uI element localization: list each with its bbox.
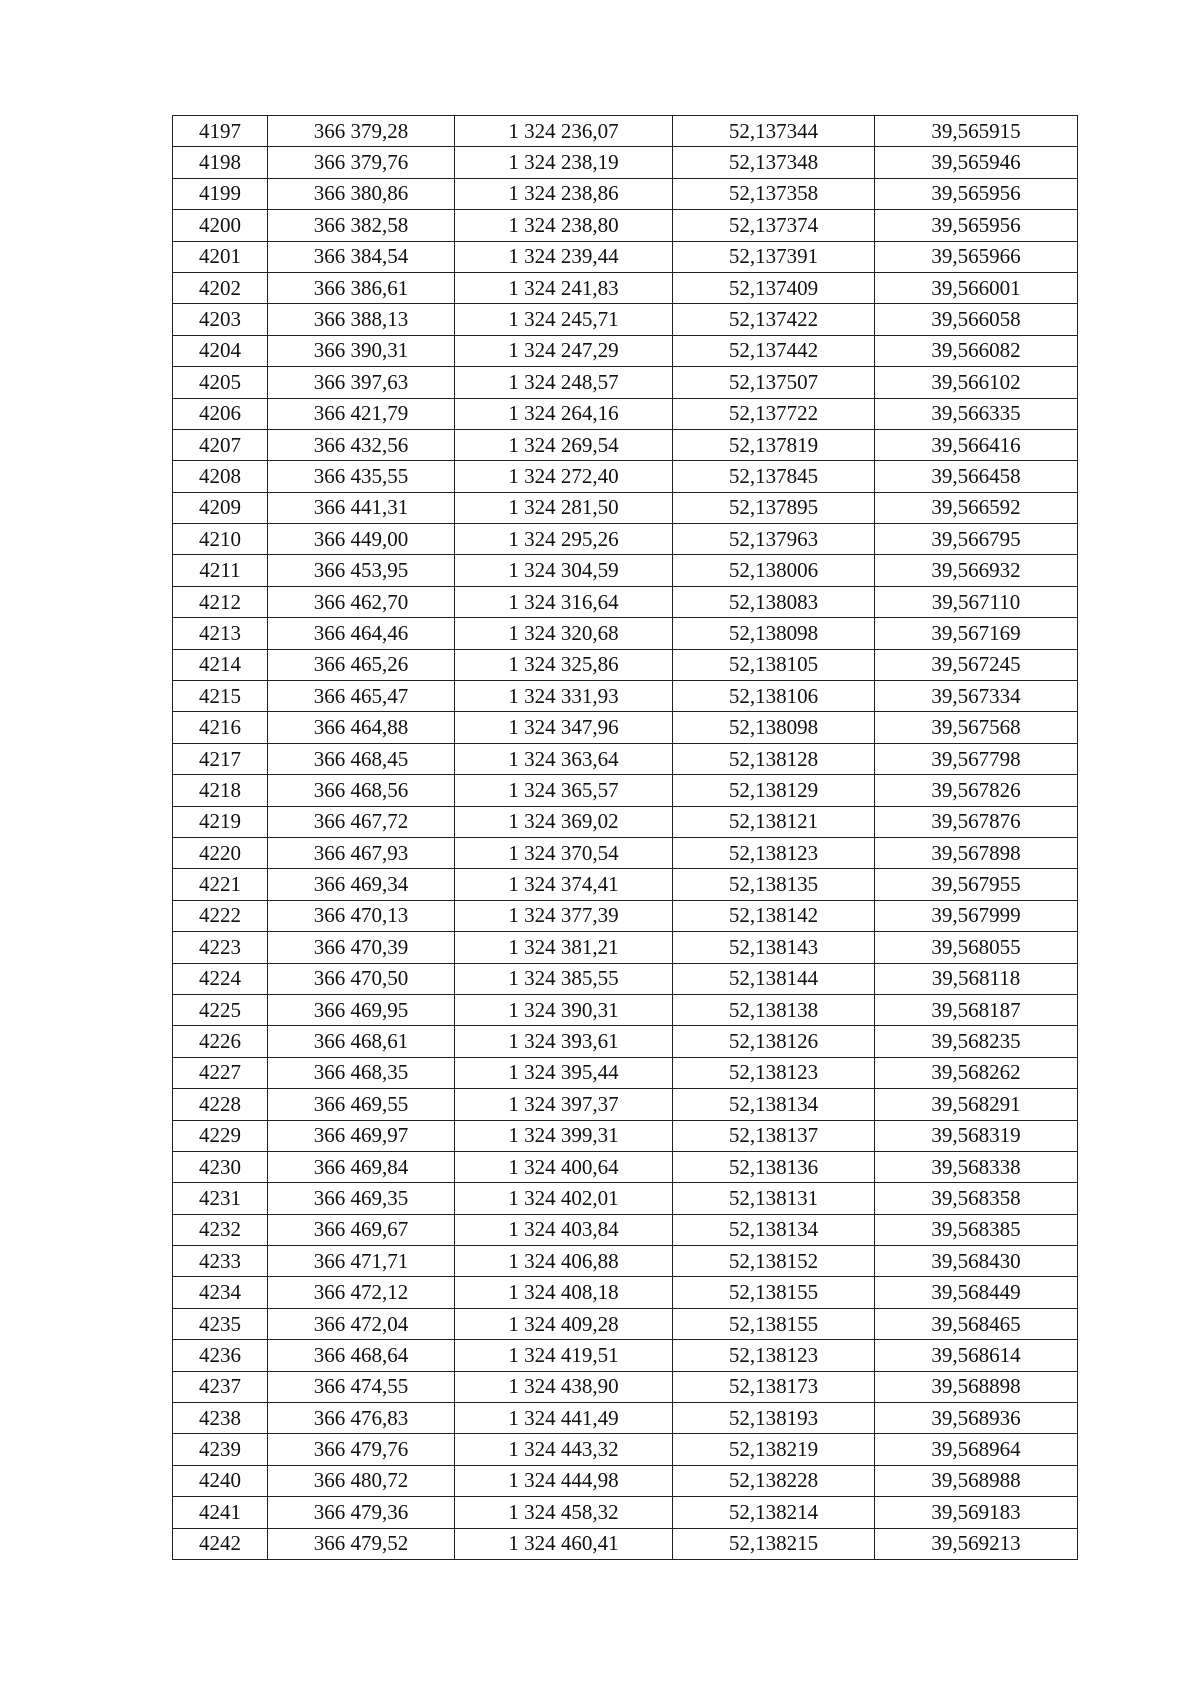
y-coordinate-cell: 1 324 444,98 [455, 1465, 673, 1496]
x-coordinate-cell: 366 464,88 [268, 712, 455, 743]
x-coordinate-cell: 366 462,70 [268, 586, 455, 617]
y-coordinate-cell: 1 324 245,71 [455, 304, 673, 335]
x-coordinate-cell: 366 471,71 [268, 1246, 455, 1277]
latitude-cell: 52,138129 [673, 775, 875, 806]
latitude-cell: 52,138006 [673, 555, 875, 586]
table-row [173, 147, 1078, 178]
latitude-cell: 52,137722 [673, 398, 875, 429]
latitude-cell: 52,138137 [673, 1120, 875, 1151]
latitude-cell: 52,138144 [673, 963, 875, 994]
point-number-cell: 4200 [173, 210, 268, 241]
latitude-cell: 52,138121 [673, 806, 875, 837]
point-number-cell: 4233 [173, 1246, 268, 1277]
point-number-cell: 4229 [173, 1120, 268, 1151]
x-coordinate-cell: 366 382,58 [268, 210, 455, 241]
longitude-cell: 39,568614 [875, 1340, 1078, 1371]
y-coordinate-cell: 1 324 443,32 [455, 1434, 673, 1465]
point-number-cell: 4206 [173, 398, 268, 429]
point-number-cell: 4231 [173, 1183, 268, 1214]
y-coordinate-cell: 1 324 390,31 [455, 994, 673, 1025]
latitude-cell: 52,138152 [673, 1246, 875, 1277]
longitude-cell: 39,567245 [875, 649, 1078, 680]
longitude-cell: 39,569183 [875, 1497, 1078, 1528]
x-coordinate-cell: 366 479,76 [268, 1434, 455, 1465]
longitude-cell: 39,568449 [875, 1277, 1078, 1308]
point-number-cell: 4228 [173, 1089, 268, 1120]
latitude-cell: 52,138214 [673, 1497, 875, 1528]
x-coordinate-cell: 366 469,35 [268, 1183, 455, 1214]
table-row [173, 367, 1078, 398]
table-row [173, 461, 1078, 492]
table-row [173, 304, 1078, 335]
point-number-cell: 4219 [173, 806, 268, 837]
table-row [173, 429, 1078, 460]
x-coordinate-cell: 366 384,54 [268, 241, 455, 272]
x-coordinate-cell: 366 479,36 [268, 1497, 455, 1528]
table-row [173, 1403, 1078, 1434]
latitude-cell: 52,138143 [673, 932, 875, 963]
latitude-cell: 52,137845 [673, 461, 875, 492]
table-row [173, 1308, 1078, 1339]
x-coordinate-cell: 366 390,31 [268, 335, 455, 366]
table-row [173, 869, 1078, 900]
point-number-cell: 4218 [173, 775, 268, 806]
point-number-cell: 4222 [173, 900, 268, 931]
x-coordinate-cell: 366 465,26 [268, 649, 455, 680]
point-number-cell: 4240 [173, 1465, 268, 1496]
latitude-cell: 52,138123 [673, 1340, 875, 1371]
x-coordinate-cell: 366 397,63 [268, 367, 455, 398]
y-coordinate-cell: 1 324 377,39 [455, 900, 673, 931]
latitude-cell: 52,137348 [673, 147, 875, 178]
y-coordinate-cell: 1 324 281,50 [455, 492, 673, 523]
point-number-cell: 4215 [173, 681, 268, 712]
latitude-cell: 52,137344 [673, 116, 875, 147]
table-row [173, 1528, 1078, 1559]
table-row [173, 272, 1078, 303]
x-coordinate-cell: 366 469,67 [268, 1214, 455, 1245]
y-coordinate-cell: 1 324 402,01 [455, 1183, 673, 1214]
x-coordinate-cell: 366 472,12 [268, 1277, 455, 1308]
point-number-cell: 4217 [173, 743, 268, 774]
longitude-cell: 39,566058 [875, 304, 1078, 335]
table-row [173, 1026, 1078, 1057]
table-row [173, 178, 1078, 209]
table-row [173, 837, 1078, 868]
longitude-cell: 39,566592 [875, 492, 1078, 523]
table-row [173, 1057, 1078, 1088]
latitude-cell: 52,137819 [673, 429, 875, 460]
table-row [173, 994, 1078, 1025]
point-number-cell: 4226 [173, 1026, 268, 1057]
table-row [173, 900, 1078, 931]
longitude-cell: 39,568936 [875, 1403, 1078, 1434]
latitude-cell: 52,138215 [673, 1528, 875, 1559]
y-coordinate-cell: 1 324 316,64 [455, 586, 673, 617]
y-coordinate-cell: 1 324 385,55 [455, 963, 673, 994]
longitude-cell: 39,566102 [875, 367, 1078, 398]
point-number-cell: 4225 [173, 994, 268, 1025]
y-coordinate-cell: 1 324 419,51 [455, 1340, 673, 1371]
x-coordinate-cell: 366 453,95 [268, 555, 455, 586]
latitude-cell: 52,138135 [673, 869, 875, 900]
longitude-cell: 39,567798 [875, 743, 1078, 774]
x-coordinate-cell: 366 470,50 [268, 963, 455, 994]
table-row [173, 524, 1078, 555]
point-number-cell: 4210 [173, 524, 268, 555]
y-coordinate-cell: 1 324 272,40 [455, 461, 673, 492]
point-number-cell: 4204 [173, 335, 268, 366]
y-coordinate-cell: 1 324 241,83 [455, 272, 673, 303]
table-row [173, 398, 1078, 429]
y-coordinate-cell: 1 324 269,54 [455, 429, 673, 460]
longitude-cell: 39,566795 [875, 524, 1078, 555]
table-row [173, 335, 1078, 366]
x-coordinate-cell: 366 380,86 [268, 178, 455, 209]
y-coordinate-cell: 1 324 397,37 [455, 1089, 673, 1120]
table-row [173, 618, 1078, 649]
latitude-cell: 52,138131 [673, 1183, 875, 1214]
y-coordinate-cell: 1 324 370,54 [455, 837, 673, 868]
longitude-cell: 39,568262 [875, 1057, 1078, 1088]
longitude-cell: 39,565956 [875, 178, 1078, 209]
longitude-cell: 39,568358 [875, 1183, 1078, 1214]
latitude-cell: 52,137409 [673, 272, 875, 303]
latitude-cell: 52,137391 [673, 241, 875, 272]
x-coordinate-cell: 366 467,72 [268, 806, 455, 837]
longitude-cell: 39,568055 [875, 932, 1078, 963]
x-coordinate-cell: 366 464,46 [268, 618, 455, 649]
y-coordinate-cell: 1 324 320,68 [455, 618, 673, 649]
latitude-cell: 52,138193 [673, 1403, 875, 1434]
x-coordinate-cell: 366 465,47 [268, 681, 455, 712]
point-number-cell: 4237 [173, 1371, 268, 1402]
x-coordinate-cell: 366 468,45 [268, 743, 455, 774]
longitude-cell: 39,568385 [875, 1214, 1078, 1245]
table-row [173, 116, 1078, 147]
x-coordinate-cell: 366 388,13 [268, 304, 455, 335]
y-coordinate-cell: 1 324 374,41 [455, 869, 673, 900]
y-coordinate-cell: 1 324 325,86 [455, 649, 673, 680]
latitude-cell: 52,138219 [673, 1434, 875, 1465]
y-coordinate-cell: 1 324 458,32 [455, 1497, 673, 1528]
table-row [173, 649, 1078, 680]
longitude-cell: 39,568319 [875, 1120, 1078, 1151]
x-coordinate-cell: 366 469,34 [268, 869, 455, 900]
y-coordinate-cell: 1 324 395,44 [455, 1057, 673, 1088]
table-row [173, 775, 1078, 806]
y-coordinate-cell: 1 324 460,41 [455, 1528, 673, 1559]
table-row [173, 1120, 1078, 1151]
latitude-cell: 52,138155 [673, 1277, 875, 1308]
table-row [173, 210, 1078, 241]
longitude-cell: 39,568898 [875, 1371, 1078, 1402]
point-number-cell: 4232 [173, 1214, 268, 1245]
point-number-cell: 4227 [173, 1057, 268, 1088]
point-number-cell: 4236 [173, 1340, 268, 1371]
x-coordinate-cell: 366 421,79 [268, 398, 455, 429]
longitude-cell: 39,566001 [875, 272, 1078, 303]
point-number-cell: 4209 [173, 492, 268, 523]
longitude-cell: 39,568465 [875, 1308, 1078, 1339]
x-coordinate-cell: 366 435,55 [268, 461, 455, 492]
point-number-cell: 4239 [173, 1434, 268, 1465]
latitude-cell: 52,137422 [673, 304, 875, 335]
table-row [173, 1151, 1078, 1182]
longitude-cell: 39,567568 [875, 712, 1078, 743]
y-coordinate-cell: 1 324 363,64 [455, 743, 673, 774]
x-coordinate-cell: 366 469,95 [268, 994, 455, 1025]
longitude-cell: 39,568338 [875, 1151, 1078, 1182]
latitude-cell: 52,137963 [673, 524, 875, 555]
x-coordinate-cell: 366 469,55 [268, 1089, 455, 1120]
y-coordinate-cell: 1 324 409,28 [455, 1308, 673, 1339]
x-coordinate-cell: 366 479,52 [268, 1528, 455, 1559]
latitude-cell: 52,137442 [673, 335, 875, 366]
table-row [173, 1277, 1078, 1308]
point-number-cell: 4221 [173, 869, 268, 900]
longitude-cell: 39,568118 [875, 963, 1078, 994]
table-row [173, 1089, 1078, 1120]
point-number-cell: 4224 [173, 963, 268, 994]
latitude-cell: 52,138142 [673, 900, 875, 931]
table-row [173, 932, 1078, 963]
point-number-cell: 4205 [173, 367, 268, 398]
table-row [173, 1371, 1078, 1402]
longitude-cell: 39,566416 [875, 429, 1078, 460]
point-number-cell: 4211 [173, 555, 268, 586]
y-coordinate-cell: 1 324 381,21 [455, 932, 673, 963]
x-coordinate-cell: 366 469,84 [268, 1151, 455, 1182]
x-coordinate-cell: 366 468,64 [268, 1340, 455, 1371]
latitude-cell: 52,138106 [673, 681, 875, 712]
table-row [173, 241, 1078, 272]
longitude-cell: 39,565966 [875, 241, 1078, 272]
longitude-cell: 39,565956 [875, 210, 1078, 241]
x-coordinate-cell: 366 469,97 [268, 1120, 455, 1151]
table-row [173, 806, 1078, 837]
y-coordinate-cell: 1 324 393,61 [455, 1026, 673, 1057]
coordinates-table-body [173, 116, 1078, 1560]
y-coordinate-cell: 1 324 369,02 [455, 806, 673, 837]
longitude-cell: 39,567898 [875, 837, 1078, 868]
longitude-cell: 39,569213 [875, 1528, 1078, 1559]
latitude-cell: 52,138105 [673, 649, 875, 680]
longitude-cell: 39,568291 [875, 1089, 1078, 1120]
point-number-cell: 4235 [173, 1308, 268, 1339]
point-number-cell: 4216 [173, 712, 268, 743]
point-number-cell: 4241 [173, 1497, 268, 1528]
table-row [173, 963, 1078, 994]
y-coordinate-cell: 1 324 264,16 [455, 398, 673, 429]
point-number-cell: 4242 [173, 1528, 268, 1559]
longitude-cell: 39,568430 [875, 1246, 1078, 1277]
longitude-cell: 39,566458 [875, 461, 1078, 492]
y-coordinate-cell: 1 324 238,19 [455, 147, 673, 178]
longitude-cell: 39,568964 [875, 1434, 1078, 1465]
longitude-cell: 39,567826 [875, 775, 1078, 806]
y-coordinate-cell: 1 324 365,57 [455, 775, 673, 806]
y-coordinate-cell: 1 324 236,07 [455, 116, 673, 147]
latitude-cell: 52,138098 [673, 618, 875, 649]
x-coordinate-cell: 366 379,28 [268, 116, 455, 147]
latitude-cell: 52,137358 [673, 178, 875, 209]
point-number-cell: 4207 [173, 429, 268, 460]
point-number-cell: 4201 [173, 241, 268, 272]
latitude-cell: 52,138128 [673, 743, 875, 774]
y-coordinate-cell: 1 324 399,31 [455, 1120, 673, 1151]
point-number-cell: 4199 [173, 178, 268, 209]
y-coordinate-cell: 1 324 406,88 [455, 1246, 673, 1277]
point-number-cell: 4214 [173, 649, 268, 680]
table-row [173, 492, 1078, 523]
longitude-cell: 39,567876 [875, 806, 1078, 837]
longitude-cell: 39,567999 [875, 900, 1078, 931]
x-coordinate-cell: 366 386,61 [268, 272, 455, 303]
y-coordinate-cell: 1 324 248,57 [455, 367, 673, 398]
longitude-cell: 39,567955 [875, 869, 1078, 900]
y-coordinate-cell: 1 324 408,18 [455, 1277, 673, 1308]
longitude-cell: 39,565915 [875, 116, 1078, 147]
table-row [173, 743, 1078, 774]
latitude-cell: 52,138155 [673, 1308, 875, 1339]
y-coordinate-cell: 1 324 347,96 [455, 712, 673, 743]
latitude-cell: 52,138138 [673, 994, 875, 1025]
point-number-cell: 4203 [173, 304, 268, 335]
point-number-cell: 4198 [173, 147, 268, 178]
latitude-cell: 52,138126 [673, 1026, 875, 1057]
longitude-cell: 39,567334 [875, 681, 1078, 712]
longitude-cell: 39,568235 [875, 1026, 1078, 1057]
x-coordinate-cell: 366 474,55 [268, 1371, 455, 1402]
point-number-cell: 4197 [173, 116, 268, 147]
longitude-cell: 39,567110 [875, 586, 1078, 617]
y-coordinate-cell: 1 324 400,64 [455, 1151, 673, 1182]
longitude-cell: 39,566932 [875, 555, 1078, 586]
longitude-cell: 39,568187 [875, 994, 1078, 1025]
latitude-cell: 52,138228 [673, 1465, 875, 1496]
y-coordinate-cell: 1 324 239,44 [455, 241, 673, 272]
x-coordinate-cell: 366 449,00 [268, 524, 455, 555]
coordinates-table [172, 115, 1078, 1560]
y-coordinate-cell: 1 324 247,29 [455, 335, 673, 366]
table-row [173, 1214, 1078, 1245]
table-row [173, 1340, 1078, 1371]
point-number-cell: 4202 [173, 272, 268, 303]
latitude-cell: 52,137507 [673, 367, 875, 398]
latitude-cell: 52,137895 [673, 492, 875, 523]
x-coordinate-cell: 366 480,72 [268, 1465, 455, 1496]
point-number-cell: 4238 [173, 1403, 268, 1434]
y-coordinate-cell: 1 324 238,80 [455, 210, 673, 241]
table-row [173, 712, 1078, 743]
table-row [173, 681, 1078, 712]
latitude-cell: 52,138134 [673, 1089, 875, 1120]
table-row [173, 555, 1078, 586]
latitude-cell: 52,138123 [673, 837, 875, 868]
y-coordinate-cell: 1 324 295,26 [455, 524, 673, 555]
x-coordinate-cell: 366 470,39 [268, 932, 455, 963]
point-number-cell: 4213 [173, 618, 268, 649]
x-coordinate-cell: 366 379,76 [268, 147, 455, 178]
point-number-cell: 4223 [173, 932, 268, 963]
latitude-cell: 52,138083 [673, 586, 875, 617]
longitude-cell: 39,566335 [875, 398, 1078, 429]
x-coordinate-cell: 366 468,35 [268, 1057, 455, 1088]
x-coordinate-cell: 366 476,83 [268, 1403, 455, 1434]
x-coordinate-cell: 366 432,56 [268, 429, 455, 460]
x-coordinate-cell: 366 470,13 [268, 900, 455, 931]
longitude-cell: 39,567169 [875, 618, 1078, 649]
longitude-cell: 39,568988 [875, 1465, 1078, 1496]
latitude-cell: 52,138173 [673, 1371, 875, 1402]
point-number-cell: 4208 [173, 461, 268, 492]
table-row [173, 586, 1078, 617]
table-row [173, 1183, 1078, 1214]
table-row [173, 1434, 1078, 1465]
longitude-cell: 39,566082 [875, 335, 1078, 366]
x-coordinate-cell: 366 468,56 [268, 775, 455, 806]
point-number-cell: 4234 [173, 1277, 268, 1308]
latitude-cell: 52,138098 [673, 712, 875, 743]
x-coordinate-cell: 366 441,31 [268, 492, 455, 523]
point-number-cell: 4230 [173, 1151, 268, 1182]
table-row [173, 1246, 1078, 1277]
y-coordinate-cell: 1 324 331,93 [455, 681, 673, 712]
x-coordinate-cell: 366 472,04 [268, 1308, 455, 1339]
y-coordinate-cell: 1 324 238,86 [455, 178, 673, 209]
y-coordinate-cell: 1 324 438,90 [455, 1371, 673, 1402]
latitude-cell: 52,138134 [673, 1214, 875, 1245]
latitude-cell: 52,138123 [673, 1057, 875, 1088]
x-coordinate-cell: 366 467,93 [268, 837, 455, 868]
longitude-cell: 39,565946 [875, 147, 1078, 178]
y-coordinate-cell: 1 324 403,84 [455, 1214, 673, 1245]
table-row [173, 1465, 1078, 1496]
point-number-cell: 4220 [173, 837, 268, 868]
latitude-cell: 52,138136 [673, 1151, 875, 1182]
y-coordinate-cell: 1 324 441,49 [455, 1403, 673, 1434]
x-coordinate-cell: 366 468,61 [268, 1026, 455, 1057]
point-number-cell: 4212 [173, 586, 268, 617]
latitude-cell: 52,137374 [673, 210, 875, 241]
table-row [173, 1497, 1078, 1528]
y-coordinate-cell: 1 324 304,59 [455, 555, 673, 586]
